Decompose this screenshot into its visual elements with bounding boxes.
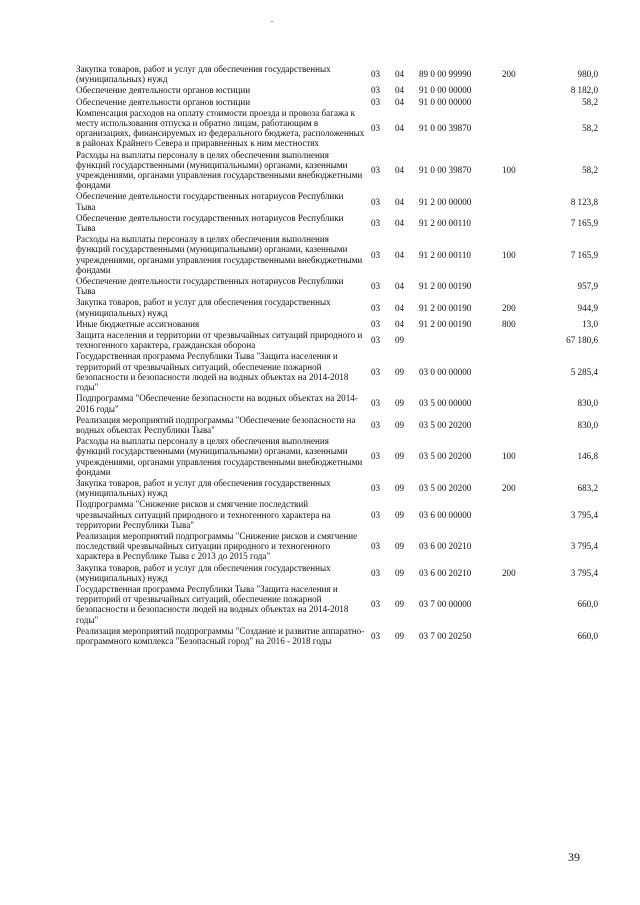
row-target-code: 91 0 00 00000: [419, 96, 472, 107]
row-name: Подпрограмма "Обеспечение безопасности на водных объектах на 2014-2016 годы": [76, 393, 358, 414]
row-section: 03: [371, 599, 381, 610]
row-name: Иные бюджетные ассигнования: [76, 318, 200, 329]
row-subsection: 04: [395, 123, 405, 134]
row-expense-type: 200: [502, 69, 516, 80]
row-target-code: [419, 330, 502, 351]
table-row: [76, 108, 598, 150]
row-expense-type: 800: [502, 318, 516, 329]
row-subsection: 09: [395, 366, 405, 377]
row-amount: 7 165,9: [570, 217, 598, 228]
row-subsection: 09: [395, 335, 405, 346]
row-section: 03: [371, 96, 381, 107]
row-section: 03: [371, 366, 381, 377]
row-target-code: 03 6 00 20210: [419, 567, 472, 578]
row-section: 03: [371, 509, 381, 520]
row-subsection: 09: [395, 451, 405, 462]
row-subsection: 04: [395, 196, 405, 207]
table-row: [76, 85, 598, 96]
row-subsection: 09: [395, 483, 405, 494]
row-expense-type: [502, 191, 542, 212]
table-row: [76, 393, 598, 414]
row-target-code: 91 2 00 00110: [419, 217, 471, 228]
scan-mark: [271, 21, 273, 22]
row-name: Закупка товаров, работ и услуг для обеспечения государственных (муниципальных) нужд: [76, 562, 331, 583]
row-target-code: 03 5 00 00000: [419, 398, 472, 409]
row-target-code: 91 2 00 00190: [419, 318, 472, 329]
row-amount: 3 795,4: [570, 541, 598, 552]
row-subsection: 09: [395, 419, 405, 430]
row-section: 03: [371, 567, 381, 578]
row-target-code: 91 0 00 39870: [419, 164, 472, 175]
row-expense-type: 100: [502, 451, 516, 462]
row-subsection: 09: [395, 567, 405, 578]
row-amount: 830,0: [577, 419, 598, 430]
row-name: Государственная программа Республики Тыва "Защита населения и территорий от чрезвычайных ситуаций, обеспечение пожарной безопасности и безопасности людей на водных объектах на 2014-2018 годы": [76, 583, 349, 625]
row-section: 03: [371, 281, 381, 292]
table-row: [76, 319, 598, 330]
row-expense-type: [502, 531, 542, 563]
row-amount: 830,0: [577, 398, 598, 409]
row-name: Закупка товаров, работ и услуг для обеспечения государственных (муниципальных) нужд: [76, 297, 331, 318]
row-section: 03: [371, 69, 381, 80]
row-expense-type: [502, 330, 542, 351]
row-expense-type: 200: [502, 302, 516, 313]
table-row: [76, 436, 598, 478]
row-amount: 58,2: [582, 164, 598, 175]
row-section: 03: [371, 217, 381, 228]
row-section: 03: [371, 249, 381, 260]
row-subsection: 04: [395, 281, 405, 292]
table-row: [76, 563, 598, 584]
page-number: 39: [568, 850, 580, 864]
table-row: [76, 531, 598, 563]
row-name: Обеспечение деятельности государственных нотариусов Республики Тыва: [76, 212, 344, 234]
row-expense-type: 200: [502, 567, 516, 578]
table-row: [76, 584, 598, 626]
row-expense-type: [502, 97, 542, 108]
row-name: Расходы на выплаты персоналу в целях обеспечения выполнения функций государственными (муниципальными) органами, казенными учреждениями, органами управления государственными внебюджетными фондами: [76, 234, 363, 275]
row-amount: 58,2: [582, 96, 598, 107]
row-amount: 13,0: [582, 318, 598, 329]
row-subsection: 09: [395, 599, 405, 610]
row-amount: 660,0: [577, 630, 598, 641]
table-row: [76, 626, 598, 647]
row-amount: 8 123,8: [570, 196, 598, 207]
row-subsection: 09: [395, 541, 405, 552]
row-section: 03: [371, 630, 381, 641]
row-target-code: 03 5 00 20200: [419, 451, 472, 462]
row-expense-type: [502, 626, 542, 647]
row-target-code: 03 7 00 20250: [419, 630, 472, 641]
row-name: Обеспечение деятельности государственных нотариусов Республики Тыва: [76, 276, 344, 297]
row-name: Реализация мероприятий подпрограммы "Обеспечение безопасности на водных объектах Республики Тыва": [76, 414, 356, 435]
row-amount: 3 795,4: [570, 567, 598, 578]
row-target-code: 03 6 00 20210: [419, 541, 472, 552]
row-expense-type: [502, 213, 542, 234]
row-expense-type: [502, 584, 542, 626]
row-expense-type: 100: [502, 164, 516, 175]
row-target-code: 91 2 00 00110: [419, 249, 471, 260]
row-section: 03: [371, 483, 381, 494]
row-target-code: 03 7 00 00000: [419, 599, 472, 610]
row-expense-type: [502, 108, 542, 150]
row-expense-type: [502, 276, 542, 297]
table-row: [76, 415, 598, 436]
row-amount: 58,2: [582, 123, 598, 134]
row-expense-type: 100: [502, 249, 516, 260]
row-subsection: 04: [395, 217, 405, 228]
row-section: 03: [371, 85, 381, 96]
table-row: [76, 64, 598, 85]
row-name: Подпрограмма "Снижение рисков и смягчение последствий чрезвычайных ситуаций природного и техногенного характера на территории Республики Тыва": [76, 499, 331, 530]
row-subsection: 09: [395, 630, 405, 641]
row-amount: 67 180,6: [566, 335, 598, 346]
row-section: 03: [371, 318, 381, 329]
row-subsection: 04: [395, 318, 405, 329]
row-section: 03: [371, 123, 381, 134]
row-amount: 5 285,4: [570, 366, 598, 377]
row-name: Реализация мероприятий подпрограммы "Снижение рисков и смягчение последствий чрезвычайных ситуации природного и техногенного характера в Республике Тыва с 2013 до 2015 года": [76, 530, 358, 562]
table-row: [76, 97, 598, 108]
table-row: [76, 297, 598, 318]
budget-table-body: [76, 64, 598, 647]
row-target-code: 91 2 00 00190: [419, 281, 472, 292]
row-amount: 8 182,0: [570, 85, 598, 96]
table-row: [76, 150, 598, 192]
table-row: [76, 234, 598, 276]
row-subsection: 09: [395, 398, 405, 409]
row-subsection: 04: [395, 69, 405, 80]
row-amount: 660,0: [577, 599, 598, 610]
row-name: Расходы на выплаты персоналу в целях обеспечения выполнения функций государственными (муниципальными) органами, казенными учреждениями, органами управления государственными внебюджетными фондами: [76, 436, 363, 477]
row-amount: 683,2: [577, 483, 598, 494]
row-name: Закупка товаров, работ и услуг для обеспечения государственных (муниципальных) нужд: [76, 64, 331, 85]
table-row: [76, 191, 598, 212]
table-row: [76, 499, 598, 531]
row-section: 03: [371, 196, 381, 207]
row-name: Обеспечение деятельности органов юстиции: [76, 85, 251, 96]
row-expense-type: 200: [502, 483, 516, 494]
row-name: Закупка товаров, работ и услуг для обеспечения государственных (муниципальных) нужд: [76, 477, 331, 499]
row-subsection: 04: [395, 302, 405, 313]
row-subsection: 04: [395, 164, 405, 175]
table-row: [76, 213, 598, 234]
row-expense-type: [502, 499, 542, 531]
row-section: 03: [371, 451, 381, 462]
budget-table: [76, 64, 598, 647]
row-name: Защита населения и территории от чрезвычайных ситуаций природного и техногенного характера, гражданская оборона: [76, 330, 363, 351]
table-row: [76, 330, 598, 351]
row-subsection: 04: [395, 96, 405, 107]
row-section: 03: [371, 419, 381, 430]
row-target-code: 03 5 00 20200: [419, 419, 472, 430]
row-target-code: 03 0 00 00000: [419, 366, 472, 377]
table-row: [76, 478, 598, 499]
row-amount: 944,9: [577, 302, 598, 313]
row-amount: 3 795,4: [570, 509, 598, 520]
row-expense-type: [502, 393, 542, 414]
row-amount: 957,9: [577, 281, 598, 292]
row-section: 03: [371, 302, 381, 313]
row-section: 03: [371, 164, 381, 175]
row-name: Обеспечение деятельности органов юстиции: [76, 96, 251, 107]
row-target-code: 91 0 00 00000: [419, 85, 472, 96]
row-subsection: 04: [395, 249, 405, 260]
row-section: 03: [371, 335, 381, 346]
table-row: [76, 276, 598, 297]
row-section: 03: [371, 541, 381, 552]
row-expense-type: [502, 351, 542, 393]
row-subsection: 09: [395, 509, 405, 520]
row-name: Расходы на выплаты персоналу в целях обеспечения выполнения функций государственными (муниципальными) органами, казенными учреждениями, органами управления государственными внебюджетными фондами: [76, 149, 363, 191]
row-name: Компенсация расходов на оплату стоимости проезда и провоза багажа к месту использования отпуска и обратно лицам, работающим в организациях, финансируемых из федерального бюджета, расположенных в районах Крайнего Севера и приравненных к ним местностях: [76, 107, 365, 149]
row-expense-type: [502, 415, 542, 436]
row-target-code: 91 2 00 00000: [419, 196, 472, 207]
row-section: 03: [371, 398, 381, 409]
row-target-code: 03 5 00 20200: [419, 483, 472, 494]
row-expense-type: [502, 85, 542, 96]
row-target-code: 91 2 00 00190: [419, 302, 472, 313]
table-row: [76, 351, 598, 393]
row-name: Обеспечение деятельности государственных нотариусов Республики Тыва: [76, 191, 344, 212]
row-amount: 146,8: [577, 451, 598, 462]
row-name: Государственная программа Республики Тыва "Защита населения и территорий от чрезвычайных ситуаций, обеспечение пожарной безопасности и безопасности людей на водных объектах на 2014-2018 годы": [76, 351, 349, 393]
row-amount: 980,0: [577, 69, 598, 80]
row-target-code: 03 6 00 00000: [419, 509, 472, 520]
row-target-code: 91 0 00 39870: [419, 123, 472, 134]
row-target-code: 89 0 00 99990: [419, 69, 472, 80]
row-name: Реализация мероприятий подпрограммы "Создание и развитие аппаратно-программного комплекса "Безопасный город" на 2016 - 2018 годы: [76, 625, 365, 646]
row-subsection: 04: [395, 85, 405, 96]
row-amount: 7 165,9: [570, 249, 598, 260]
